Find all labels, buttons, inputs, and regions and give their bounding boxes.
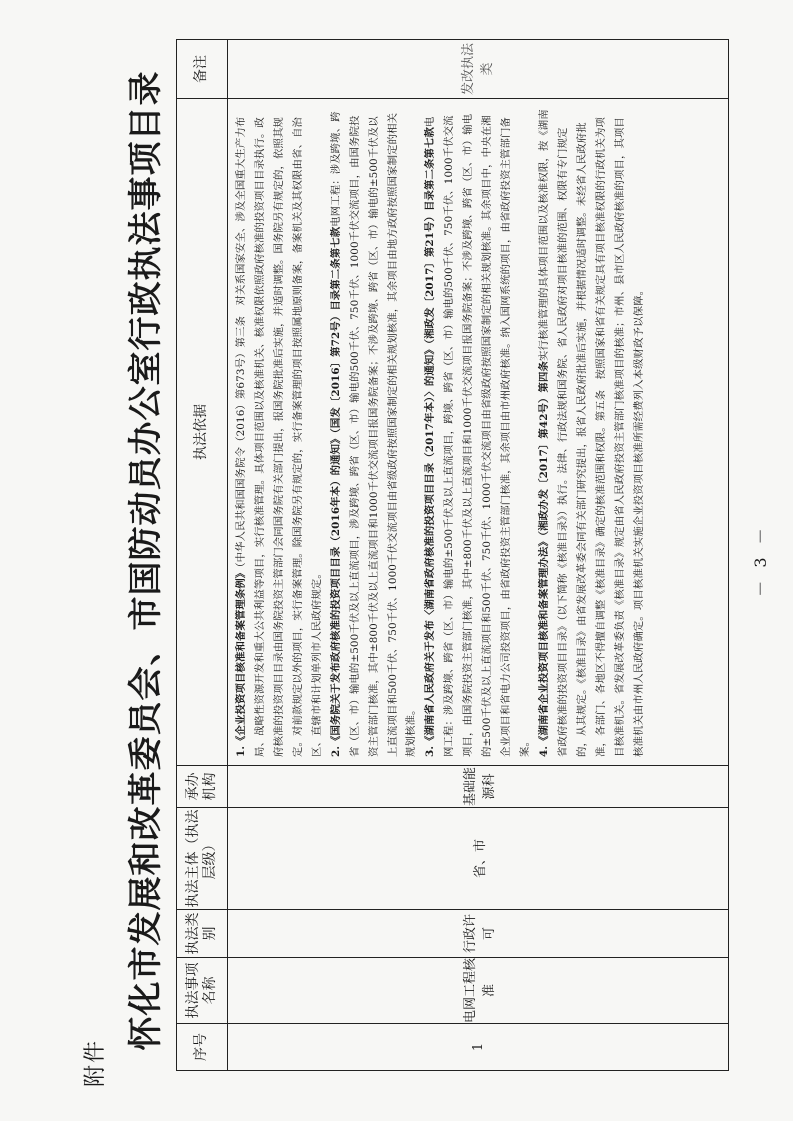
page-number: － 3 － (751, 524, 770, 597)
header-subject: 执法主体（执法层级） (177, 808, 228, 910)
basis-clause-3-head: 3.《湖南省人民政府关于发布〈湖南省政府核准的投资项目目录（2017年本）〉的通知》（湘政发〔2017〕第21号）目录第二条第七款 (424, 127, 437, 757)
header-dept: 承办机构 (177, 766, 228, 808)
header-item-name: 执法事项名称 (177, 958, 228, 1024)
header-remark: 备注 (177, 40, 228, 99)
table-row (228, 40, 729, 1071)
basis-clause-2-body: 电网工程：涉及跨境、跨省（区、市）输电的±500千伏及以上直流项目，涉及跨境、跨省（区、市）输电的500千伏、750千伏、1000千伏交流项目，由国务院投资主管部门核准，其中±800千伏及以上直流项目和1000千伏交流项目报国务院备案；不涉及跨境、跨省（区、市）输电的±500千伏及以上直流项目和500千伏、750千伏、1000千伏交流项目由省级政府按照国家制定的相关规划核准，其余项目由地方政府按照国家制定的相关规划核准。 (329, 111, 418, 757)
table-header-row (177, 40, 228, 1071)
basis-clause-4-head: 4.《湖南省企业投资项目核准和备案管理办法》（湘政办发〔2017〕第42号）第四条 (538, 360, 550, 757)
cell-subject: 省、市 (228, 808, 729, 910)
basis-clause-2 (327, 107, 422, 757)
cell-dept: 基础能源科 (228, 766, 729, 808)
header-basis: 执法依据 (177, 99, 228, 766)
basis-clause-3 (421, 107, 535, 757)
basis-clause-4 (535, 107, 649, 757)
cell-category: 行政许可 (228, 910, 729, 958)
enforcement-table (176, 39, 729, 1071)
basis-clause-1-body: （中华人民共和国国务院令（2016）第673号）第三条 对关系国家安全、涉及全国重大生产力布局、战略性资源开发和重大公共利益等项目，实行核准管理。具体项目范围以及核准机关、核准权限依照政府核准的投资项目目录执行。政府核准的投资项目目录由国务院投资主管部门会同国务院有关部门提出，报国务院批准后实施，并适时调整。国务院另有规定的，依照其规定。对前款规定以外的项目，实行备案管理。除国务院另有规定的，实行备案管理的项目按照属地原则备案，备案机关及其权限由省、自治区、直辖市和计划单列市人民政府规定。 (235, 116, 323, 757)
basis-clause-2-head: 2.《国务院关于发布政府核准的投资项目目录（2016年本）的通知》（国发〔2016〕第72号）目录第二条第七款 (329, 226, 342, 757)
cell-item-name: 电网工程核准 (228, 958, 729, 1024)
basis-clause-3-body: 电网工程：涉及跨境、跨省（区、市）输电的±500千伏及以上直流项目，跨境、跨省（区、市）输电的500千伏、750千伏、1000千伏交流项目，由国务院投资主管部门核准，其中±800千伏及以上直流项目和1000千伏交流项目报国务院备案；不涉及跨境、跨省（区、市）输电的±500千伏及以上直流项目和500千伏、750千伏、1000千伏交流项目由省级政府按照国家制定的相关规划核准。其余项目中，中央在湘企业项目和省电力公司投资项目，由省政府投资主管部门核准，其余项目由市州政府核准。纳入国网系统的项目，由省政府投资主管部门备案。 (424, 113, 532, 757)
header-seq: 序号 (177, 1024, 228, 1071)
basis-clause-1 (232, 107, 327, 757)
page-title: 怀化市发展和改革委员会、市国防动员办公室行政执法事项目录 (126, 70, 166, 1051)
header-category: 执法类别 (177, 910, 228, 958)
cell-remark: 发改执法类 (228, 40, 729, 99)
attachment-label: 附件 (83, 1038, 108, 1087)
basis-clause-4-body: 实行核准管理的具体项目范围以及核准权限，按《湖南省政府核准的投资项目目录》（以下简称《核准目录》）执行。法律、行政法规和国务院、省人民政府对项目核准的范围、权限有专门规定的，从其规定。《核准目录》由省发展改革委会同有关部门研究提出，报省人民政府批准后实施，并根据情况适时调整。未经省人民政府批准，各部门、各地区不得擅自调整《核准目录》确定的核准范围和权限。第五条 按照国家和省有关规定具有项目核准权限的行政机关为项目核准机关。省发展改革委负责《核准目录》规定由省人民政府投资主管部门核准项目的核准；市州、县市区人民政府核准的项目，其项目核准机关由市州人民政府确定。项目核准机关实施企业投资项目核准所需经费列入本级财政予以保障。 (538, 109, 645, 757)
basis-clause-1-head: 1.《企业投资项目核准和备案管理条例》 (235, 567, 247, 757)
cell-seq: 1 (228, 1024, 729, 1071)
cell-basis (228, 99, 729, 766)
